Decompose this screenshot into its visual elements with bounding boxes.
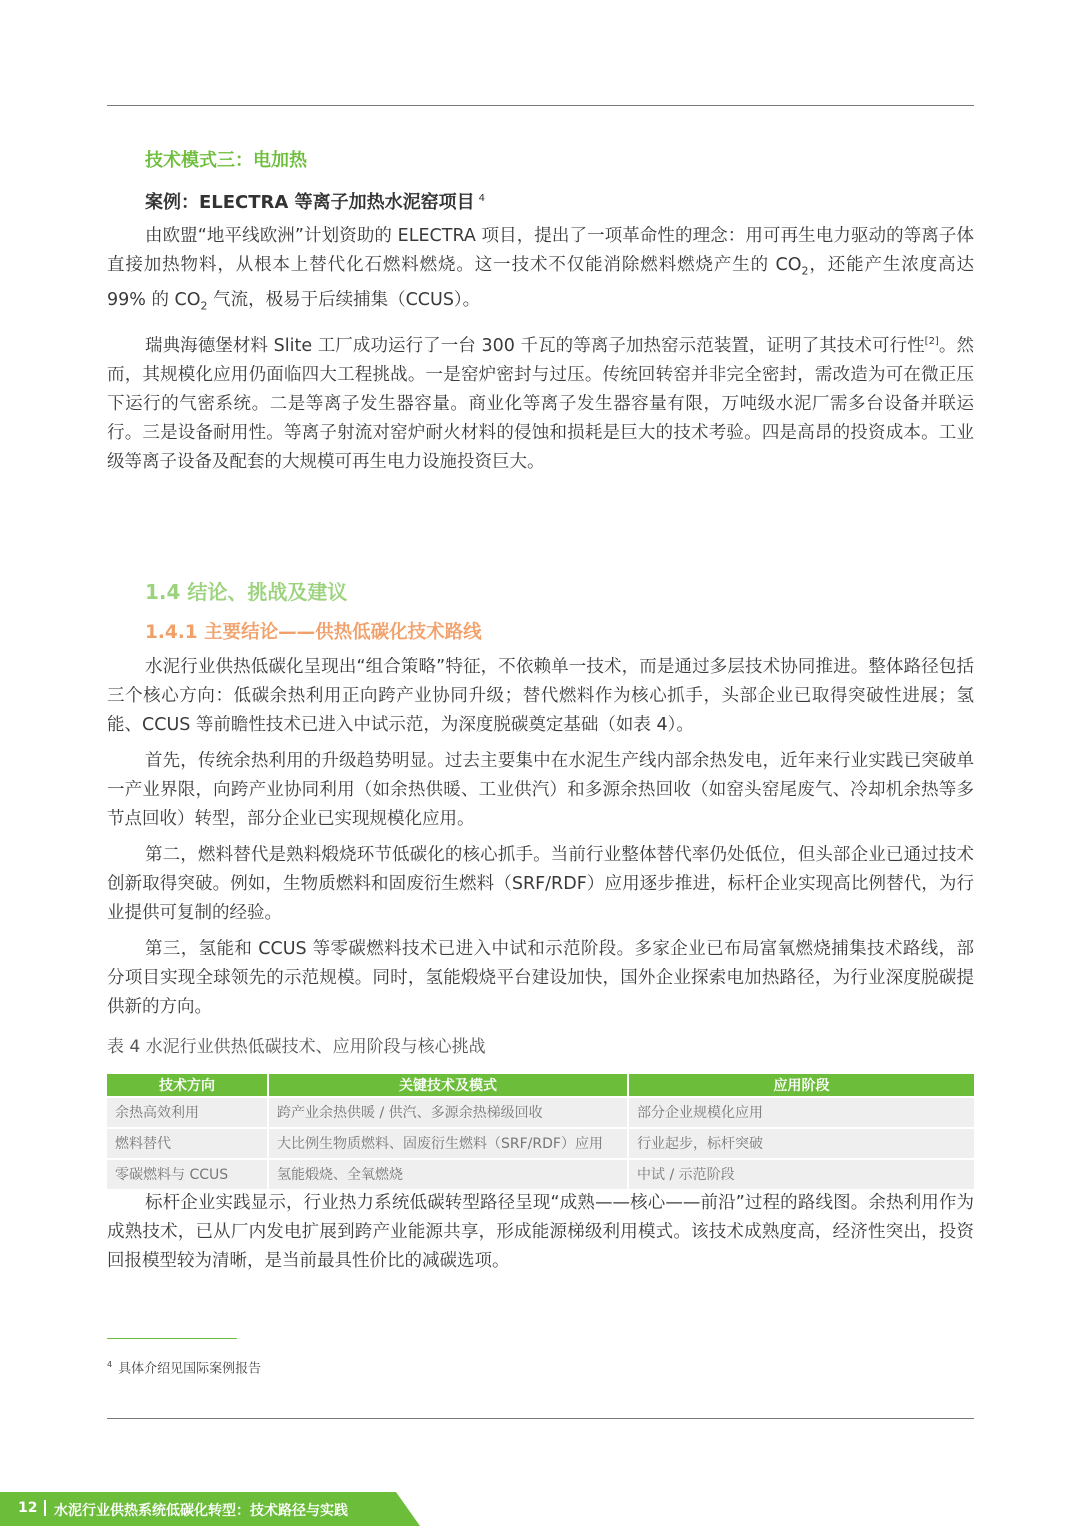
footnote-mark: 4 [107, 1360, 113, 1369]
table-cell: 余热高效利用 [107, 1097, 268, 1128]
table-cell: 燃料替代 [107, 1128, 268, 1159]
data-table [107, 1074, 974, 1189]
table-cell: 氢能煅烧、全氧燃烧 [268, 1159, 628, 1189]
top-rule [107, 105, 974, 106]
footer-separator [44, 1500, 46, 1516]
page-number: 12 [18, 1500, 38, 1516]
table-cell: 零碳燃料与 CCUS [107, 1159, 268, 1189]
mode3-paragraph-2: 瑞典海德堡材料 Slite 工厂成功运行了一台 300 千瓦的等离子加热窑示范装置，证明了其技术可行性[2]。然而，其规模化应用仍面临四大工程挑战。一是窑炉密封与过压。传统回转窑并非完全密封，需改造为可在微正压下运行的气密系统。二是等离子发生器容量。商业化等离子发生器容量有限，万吨级水泥厂需多台设备并联运行。三是设备耐用性。等离子射流对窑炉耐火材料的侵蚀和损耗是巨大的技术考验。四是高昂的投资成本。工业级等离子设备及配套的大规模可再生电力设施投资巨大。 [107, 335, 974, 472]
mode3-paragraph-1: 由欧盟“地平线欧洲”计划资助的 ELECTRA 项目，提出了一项革命性的理念：用可再生电力驱动的等离子体直接加热物料，从根本上替代化石燃料燃烧。这一技术不仅能消除燃料燃烧产生的 $CO_2$，还能产生浓度高达 99% 的 $CO_2$ 气流，极易于后续捕集（CCUS）。 [107, 226, 974, 312]
section-paragraph-3: 第二，燃料替代是熟料煅烧环节低碳化的核心抓手。当前行业整体替代率仍处低位，但头部企业已通过技术创新取得突破。例如，生物质燃料和固废衍生燃料（SRF/RDF）应用逐步推进，标杆企业实现高比例替代，为行业提供可复制的经验。 [107, 844, 974, 923]
reference-mark: [2] [924, 336, 939, 347]
footnote-rule [107, 1338, 237, 1339]
table-cell: 行业起步，标杆突破 [628, 1128, 974, 1159]
main-content [107, 148, 974, 1283]
mode3-heading: 技术模式三：电加热 [145, 150, 307, 171]
table-cell: 跨产业余热供暖 / 供汽、多源余热梯级回收 [268, 1097, 628, 1128]
section-paragraph-4: 第三，氢能和 CCUS 等零碳燃料技术已进入中试和示范阶段。多家企业已布局富氧燃烧捕集技术路线，部分项目实现全球领先的示范规模。同时，氢能煅烧平台建设加快，国外企业探索电加热路径，为行业深度脱碳提供新的方向。 [107, 938, 974, 1017]
table-cell: 中试 / 示范阶段 [628, 1159, 974, 1189]
table-header: 应用阶段 [628, 1074, 974, 1097]
table-header: 技术方向 [107, 1074, 268, 1097]
table-row [107, 1128, 974, 1159]
footnote-text: 具体介绍见国际案例报告 [118, 1361, 262, 1377]
case-footnote-mark: 4 [478, 193, 485, 204]
section-heading: 1.4 结论、挑战及建议 [145, 579, 348, 604]
footnote [107, 1356, 261, 1378]
table-row [107, 1097, 974, 1128]
table-cell: 部分企业规模化应用 [628, 1097, 974, 1128]
bottom-rule [107, 1418, 974, 1419]
footer-title: 水泥行业供热系统低碳化转型：技术路径与实践 [54, 1503, 348, 1519]
table-cell: 大比例生物质燃料、固废衍生燃料（SRF/RDF）应用 [268, 1128, 628, 1159]
case-title-text: 案例：ELECTRA 等离子加热水泥窑项目 [145, 192, 475, 213]
table-caption: 表 4 水泥行业供热低碳技术、应用阶段与核心挑战 [107, 1036, 486, 1057]
section-paragraph-2: 首先，传统余热利用的升级趋势明显。过去主要集中在水泥生产线内部余热发电，近年来行业实践已突破单一产业界限，向跨产业协同利用（如余热供暖、工业供汽）和多源余热回收（如窑头窑尾废气、冷却机余热等多节点回收）转型，部分企业已实现规模化应用。 [107, 750, 974, 829]
table-header: 关键技术及模式 [268, 1074, 628, 1097]
closing-paragraph: 标杆企业实践显示，行业热力系统低碳转型路径呈现“成熟——核心——前沿”过程的路线图。余热利用作为成熟技术，已从厂内发电扩展到跨产业能源共享，形成能源梯级利用模式。该技术成熟度高，经济性突出，投资回报模型较为清晰，是当前最具性价比的减碳选项。 [107, 1192, 974, 1271]
table-header-row [107, 1074, 974, 1097]
table-row [107, 1159, 974, 1189]
section-paragraph-1: 水泥行业供热低碳化呈现出“组合策略”特征，不依赖单一技术，而是通过多层技术协同推进。整体路径包括三个核心方向：低碳余热利用正向跨产业协同升级；替代燃料作为核心抓手，头部企业已取得突破性进展；氢能、CCUS 等前瞻性技术已进入中试示范，为深度脱碳奠定基础（如表 4）。 [107, 656, 974, 735]
subsection-heading: 1.4.1 主要结论——供热低碳化技术路线 [145, 621, 482, 643]
case-title [145, 186, 974, 216]
